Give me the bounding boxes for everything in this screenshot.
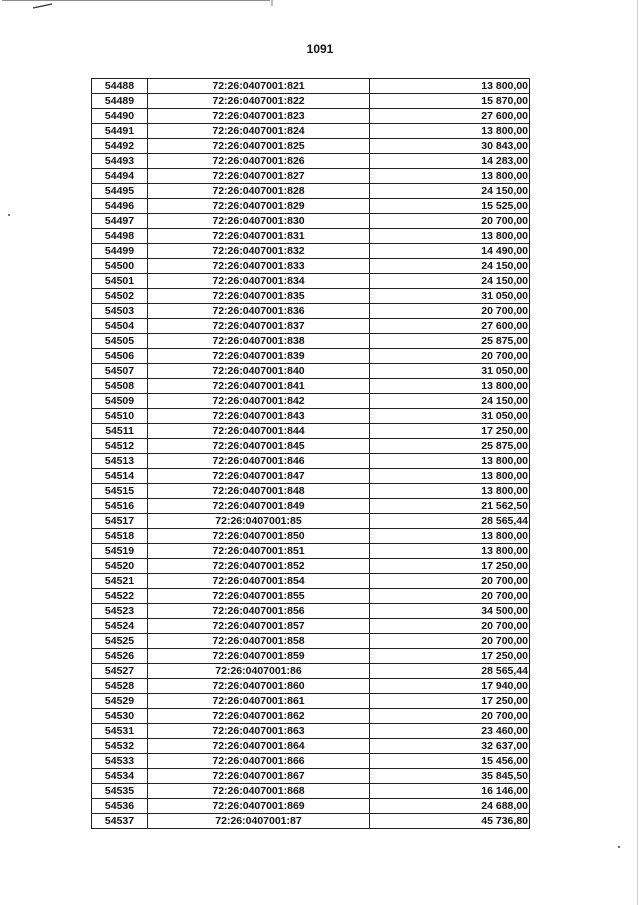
cadastral-number-cell: 72:26:0407001:838 [148, 334, 370, 349]
cadastral-value-cell: 20 700,00 [370, 304, 530, 319]
row-number-cell: 54522 [92, 589, 148, 604]
table-row [92, 214, 530, 229]
row-number-cell: 54513 [92, 454, 148, 469]
row-number-cell: 54519 [92, 544, 148, 559]
cadastral-number-cell: 72:26:0407001:848 [148, 484, 370, 499]
cadastral-number-cell: 72:26:0407001:829 [148, 199, 370, 214]
scan-speck [618, 846, 620, 848]
cadastral-number-cell: 72:26:0407001:827 [148, 169, 370, 184]
table-row [92, 304, 530, 319]
row-number-cell: 54510 [92, 409, 148, 424]
row-number-cell: 54498 [92, 229, 148, 244]
row-number-cell: 54521 [92, 574, 148, 589]
table-row [92, 634, 530, 649]
cadastral-number-cell: 72:26:0407001:860 [148, 679, 370, 694]
cadastral-value-cell: 27 600,00 [370, 319, 530, 334]
table-row [92, 409, 530, 424]
cadastral-number-cell: 72:26:0407001:847 [148, 469, 370, 484]
cadastral-number-cell: 72:26:0407001:857 [148, 619, 370, 634]
cadastral-value-cell: 20 700,00 [370, 634, 530, 649]
cadastral-value-cell: 13 800,00 [370, 544, 530, 559]
cadastral-value-cell: 14 283,00 [370, 154, 530, 169]
row-number-cell: 54526 [92, 649, 148, 664]
cadastral-value-cell: 17 250,00 [370, 559, 530, 574]
cadastral-number-cell: 72:26:0407001:859 [148, 649, 370, 664]
cadastral-value-cell: 13 800,00 [370, 124, 530, 139]
cadastral-value-cell: 20 700,00 [370, 589, 530, 604]
table-row [92, 574, 530, 589]
row-number-cell: 54512 [92, 439, 148, 454]
table-row [92, 184, 530, 199]
cadastral-value-cell: 15 456,00 [370, 754, 530, 769]
table-row [92, 349, 530, 364]
cadastral-number-cell: 72:26:0407001:841 [148, 379, 370, 394]
row-number-cell: 54507 [92, 364, 148, 379]
cadastral-value-cell: 17 250,00 [370, 424, 530, 439]
cadastral-number-cell: 72:26:0407001:845 [148, 439, 370, 454]
cadastral-value-cell: 15 525,00 [370, 199, 530, 214]
table-row [92, 244, 530, 259]
cadastral-value-cell: 25 875,00 [370, 439, 530, 454]
cadastral-number-cell: 72:26:0407001:858 [148, 634, 370, 649]
row-number-cell: 54530 [92, 709, 148, 724]
table-row [92, 469, 530, 484]
cadastral-value-cell: 14 490,00 [370, 244, 530, 259]
cadastral-value-cell: 13 800,00 [370, 469, 530, 484]
table-row [92, 694, 530, 709]
cadastral-number-cell: 72:26:0407001:850 [148, 529, 370, 544]
cadastral-number-cell: 72:26:0407001:855 [148, 589, 370, 604]
table-row [92, 139, 530, 154]
cadastral-number-cell: 72:26:0407001:828 [148, 184, 370, 199]
cadastral-number-cell: 72:26:0407001:824 [148, 124, 370, 139]
table-row [92, 814, 530, 829]
row-number-cell: 54537 [92, 814, 148, 829]
row-number-cell: 54490 [92, 109, 148, 124]
row-number-cell: 54500 [92, 259, 148, 274]
cadastral-value-cell: 31 050,00 [370, 364, 530, 379]
cadastral-value-cell: 17 940,00 [370, 679, 530, 694]
cadastral-value-cell: 20 700,00 [370, 574, 530, 589]
table-row [92, 799, 530, 814]
cadastral-value-cell: 24 150,00 [370, 274, 530, 289]
cadastral-number-cell: 72:26:0407001:823 [148, 109, 370, 124]
cadastral-value-cell: 13 800,00 [370, 379, 530, 394]
row-number-cell: 54503 [92, 304, 148, 319]
cadastral-number-cell: 72:26:0407001:835 [148, 289, 370, 304]
table-row [92, 439, 530, 454]
cadastral-number-cell: 72:26:0407001:852 [148, 559, 370, 574]
cadastral-value-cell: 28 565,44 [370, 514, 530, 529]
cadastral-value-cell: 31 050,00 [370, 409, 530, 424]
cadastral-number-cell: 72:26:0407001:86 [148, 664, 370, 679]
row-number-cell: 54523 [92, 604, 148, 619]
table-row [92, 424, 530, 439]
table-row [92, 229, 530, 244]
row-number-cell: 54509 [92, 394, 148, 409]
cadastral-value-cell: 27 600,00 [370, 109, 530, 124]
cadastral-number-cell: 72:26:0407001:854 [148, 574, 370, 589]
row-number-cell: 54488 [92, 79, 148, 94]
cadastral-value-table [91, 78, 530, 829]
cadastral-value-cell: 24 150,00 [370, 184, 530, 199]
cadastral-value-cell: 13 800,00 [370, 169, 530, 184]
cadastral-number-cell: 72:26:0407001:826 [148, 154, 370, 169]
cadastral-number-cell: 72:26:0407001:839 [148, 349, 370, 364]
page-number: 1091 [306, 42, 334, 56]
cadastral-value-cell: 20 700,00 [370, 214, 530, 229]
table-row [92, 364, 530, 379]
table-row [92, 154, 530, 169]
cadastral-number-cell: 72:26:0407001:861 [148, 694, 370, 709]
cadastral-value-cell: 23 460,00 [370, 724, 530, 739]
table-row [92, 169, 530, 184]
row-number-cell: 54534 [92, 769, 148, 784]
table-row [92, 679, 530, 694]
cadastral-number-cell: 72:26:0407001:856 [148, 604, 370, 619]
table-row [92, 94, 530, 109]
cadastral-value-cell: 13 800,00 [370, 229, 530, 244]
row-number-cell: 54528 [92, 679, 148, 694]
row-number-cell: 54497 [92, 214, 148, 229]
cadastral-number-cell: 72:26:0407001:832 [148, 244, 370, 259]
table-row [92, 514, 530, 529]
cadastral-number-cell: 72:26:0407001:830 [148, 214, 370, 229]
table-body [92, 79, 530, 829]
cadastral-value-cell: 16 146,00 [370, 784, 530, 799]
row-number-cell: 54532 [92, 739, 148, 754]
row-number-cell: 54517 [92, 514, 148, 529]
row-number-cell: 54516 [92, 499, 148, 514]
table-row [92, 529, 530, 544]
cadastral-number-cell: 72:26:0407001:821 [148, 79, 370, 94]
cadastral-number-cell: 72:26:0407001:869 [148, 799, 370, 814]
table-row [92, 709, 530, 724]
row-number-cell: 54504 [92, 319, 148, 334]
cadastral-number-cell: 72:26:0407001:837 [148, 319, 370, 334]
row-number-cell: 54494 [92, 169, 148, 184]
table-row [92, 544, 530, 559]
row-number-cell: 54531 [92, 724, 148, 739]
cadastral-value-cell: 20 700,00 [370, 349, 530, 364]
cadastral-value-cell: 32 637,00 [370, 739, 530, 754]
table-row [92, 784, 530, 799]
cadastral-value-cell: 24 150,00 [370, 394, 530, 409]
row-number-cell: 54533 [92, 754, 148, 769]
row-number-cell: 54527 [92, 664, 148, 679]
table-row [92, 499, 530, 514]
row-number-cell: 54491 [92, 124, 148, 139]
cadastral-value-cell: 45 736,80 [370, 814, 530, 829]
cadastral-value-cell: 21 562,50 [370, 499, 530, 514]
cadastral-number-cell: 72:26:0407001:842 [148, 394, 370, 409]
cadastral-number-cell: 72:26:0407001:862 [148, 709, 370, 724]
scan-pen-mark [0, 0, 640, 10]
cadastral-number-cell: 72:26:0407001:833 [148, 259, 370, 274]
row-number-cell: 54536 [92, 799, 148, 814]
row-number-cell: 54508 [92, 379, 148, 394]
cadastral-number-cell: 72:26:0407001:844 [148, 424, 370, 439]
cadastral-value-cell: 34 500,00 [370, 604, 530, 619]
row-number-cell: 54520 [92, 559, 148, 574]
table-row [92, 559, 530, 574]
cadastral-number-cell: 72:26:0407001:863 [148, 724, 370, 739]
cadastral-number-cell: 72:26:0407001:864 [148, 739, 370, 754]
table-row [92, 394, 530, 409]
cadastral-number-cell: 72:26:0407001:866 [148, 754, 370, 769]
table-row [92, 484, 530, 499]
table-row [92, 664, 530, 679]
cadastral-value-cell: 20 700,00 [370, 709, 530, 724]
cadastral-value-cell: 31 050,00 [370, 289, 530, 304]
row-number-cell: 54501 [92, 274, 148, 289]
table-row [92, 109, 530, 124]
cadastral-value-cell: 30 843,00 [370, 139, 530, 154]
cadastral-value-cell: 35 845,50 [370, 769, 530, 784]
table-row [92, 769, 530, 784]
table-row [92, 79, 530, 94]
row-number-cell: 54511 [92, 424, 148, 439]
cadastral-value-cell: 20 700,00 [370, 619, 530, 634]
table-row [92, 454, 530, 469]
cadastral-number-cell: 72:26:0407001:825 [148, 139, 370, 154]
table-row [92, 754, 530, 769]
row-number-cell: 54505 [92, 334, 148, 349]
row-number-cell: 54499 [92, 244, 148, 259]
table-row [92, 604, 530, 619]
scan-edge [637, 0, 638, 905]
cadastral-number-cell: 72:26:0407001:831 [148, 229, 370, 244]
row-number-cell: 54492 [92, 139, 148, 154]
cadastral-number-cell: 72:26:0407001:846 [148, 454, 370, 469]
table-row [92, 589, 530, 604]
table-row [92, 379, 530, 394]
cadastral-value-cell: 28 565,44 [370, 664, 530, 679]
row-number-cell: 54496 [92, 199, 148, 214]
table-row [92, 334, 530, 349]
row-number-cell: 54529 [92, 694, 148, 709]
cadastral-value-cell: 25 875,00 [370, 334, 530, 349]
cadastral-value-cell: 17 250,00 [370, 649, 530, 664]
cadastral-number-cell: 72:26:0407001:843 [148, 409, 370, 424]
table-row [92, 259, 530, 274]
row-number-cell: 54535 [92, 784, 148, 799]
cadastral-number-cell: 72:26:0407001:822 [148, 94, 370, 109]
cadastral-number-cell: 72:26:0407001:836 [148, 304, 370, 319]
cadastral-value-cell: 24 150,00 [370, 259, 530, 274]
row-number-cell: 54493 [92, 154, 148, 169]
table-row [92, 649, 530, 664]
cadastral-number-cell: 72:26:0407001:867 [148, 769, 370, 784]
scan-speck [8, 214, 10, 216]
cadastral-number-cell: 72:26:0407001:840 [148, 364, 370, 379]
cadastral-value-cell: 13 800,00 [370, 454, 530, 469]
cadastral-number-cell: 72:26:0407001:849 [148, 499, 370, 514]
row-number-cell: 54502 [92, 289, 148, 304]
table-row [92, 319, 530, 334]
cadastral-value-cell: 13 800,00 [370, 484, 530, 499]
row-number-cell: 54518 [92, 529, 148, 544]
row-number-cell: 54506 [92, 349, 148, 364]
cadastral-number-cell: 72:26:0407001:868 [148, 784, 370, 799]
row-number-cell: 54515 [92, 484, 148, 499]
table-row [92, 274, 530, 289]
table-row [92, 724, 530, 739]
table-row [92, 289, 530, 304]
cadastral-number-cell: 72:26:0407001:85 [148, 514, 370, 529]
table-row [92, 619, 530, 634]
cadastral-value-cell: 17 250,00 [370, 694, 530, 709]
row-number-cell: 54495 [92, 184, 148, 199]
row-number-cell: 54514 [92, 469, 148, 484]
cadastral-value-cell: 15 870,00 [370, 94, 530, 109]
row-number-cell: 54489 [92, 94, 148, 109]
cadastral-number-cell: 72:26:0407001:851 [148, 544, 370, 559]
table-row [92, 739, 530, 754]
table-row [92, 199, 530, 214]
cadastral-value-cell: 13 800,00 [370, 529, 530, 544]
cadastral-value-cell: 24 688,00 [370, 799, 530, 814]
table-row [92, 124, 530, 139]
cadastral-value-cell: 13 800,00 [370, 79, 530, 94]
row-number-cell: 54525 [92, 634, 148, 649]
cadastral-number-cell: 72:26:0407001:87 [148, 814, 370, 829]
cadastral-number-cell: 72:26:0407001:834 [148, 274, 370, 289]
row-number-cell: 54524 [92, 619, 148, 634]
